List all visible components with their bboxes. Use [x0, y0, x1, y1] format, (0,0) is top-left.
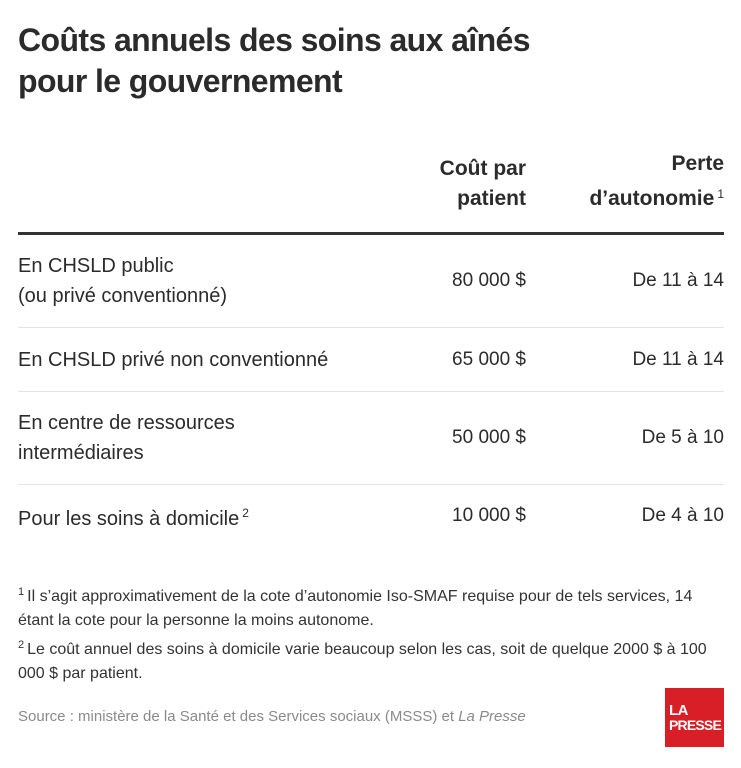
- row-loss: De 4 à 10: [641, 505, 724, 526]
- header-loss-line-2: d’autonomie: [589, 187, 715, 210]
- row-loss: De 11 à 14: [632, 270, 724, 291]
- row-label-line-1: En CHSLD public: [18, 255, 174, 277]
- row-label-line-2: intermédiaires: [18, 442, 144, 464]
- table-header: [18, 152, 724, 235]
- footnote-marker: 1: [18, 586, 25, 598]
- header-loss-note-marker: 1: [717, 187, 724, 201]
- row-loss: De 5 à 10: [641, 427, 724, 448]
- footnote-text: Il s’agit approximativement de la cote d’autonomie Iso-SMAF requise pour de tels services, 14 étant la cote pour la personne la moins autonome.: [18, 588, 693, 629]
- table-row: [18, 392, 724, 485]
- table-row: [18, 235, 724, 328]
- footnotes: [18, 580, 726, 686]
- row-label-line-1: Pour les soins à domicile: [18, 508, 240, 530]
- row-label-line-2: (ou privé conventionné): [18, 285, 228, 307]
- logo-line-1: LA: [669, 701, 688, 719]
- row-cost: 50 000 $: [452, 427, 526, 448]
- footnote-2: [18, 633, 726, 686]
- row-note-marker: 2: [242, 506, 249, 520]
- row-label: [18, 345, 398, 375]
- header-loss-line-1: Perte: [671, 152, 724, 175]
- source-credit: [18, 708, 526, 725]
- header-loss: [524, 149, 724, 214]
- header-cost: [366, 154, 526, 214]
- row-cost: 10 000 $: [452, 505, 526, 526]
- footnote-marker: 2: [18, 639, 25, 651]
- header-cost-line-1: Coût par: [439, 157, 526, 180]
- logo-line-2: PRESSE: [669, 716, 721, 733]
- row-label: [18, 408, 398, 468]
- row-label: [18, 251, 398, 311]
- row-cost: 65 000 $: [452, 348, 526, 370]
- source-prefix: Source : ministère de la Santé et des Services sociaux (MSSS) et: [18, 708, 459, 725]
- row-loss: De 11 à 14: [632, 348, 724, 370]
- footnote-text: Le coût annuel des soins à domicile varie beaucoup selon les cas, soit de quelque 2000 $ à 100 000 $ par patient.: [18, 641, 707, 682]
- cost-table: [18, 152, 724, 547]
- table-row: [18, 328, 724, 392]
- title-line-2: pour le gouvernement: [18, 63, 343, 99]
- row-label: [18, 498, 398, 534]
- row-label-line-1: En centre de ressources: [18, 412, 235, 434]
- header-loss-line-2-wrap: [524, 179, 724, 214]
- row-cost: 80 000 $: [452, 270, 526, 291]
- table-row: [18, 485, 724, 547]
- la-presse-logo: [665, 688, 724, 747]
- page-title: [18, 20, 658, 102]
- row-label-line-1: En CHSLD privé non conventionné: [18, 348, 329, 371]
- header-cost-line-2: patient: [457, 187, 526, 210]
- source-publication: La Presse: [458, 708, 526, 725]
- title-line-1: Coûts annuels des soins aux aînés: [18, 22, 530, 58]
- footnote-1: [18, 580, 726, 633]
